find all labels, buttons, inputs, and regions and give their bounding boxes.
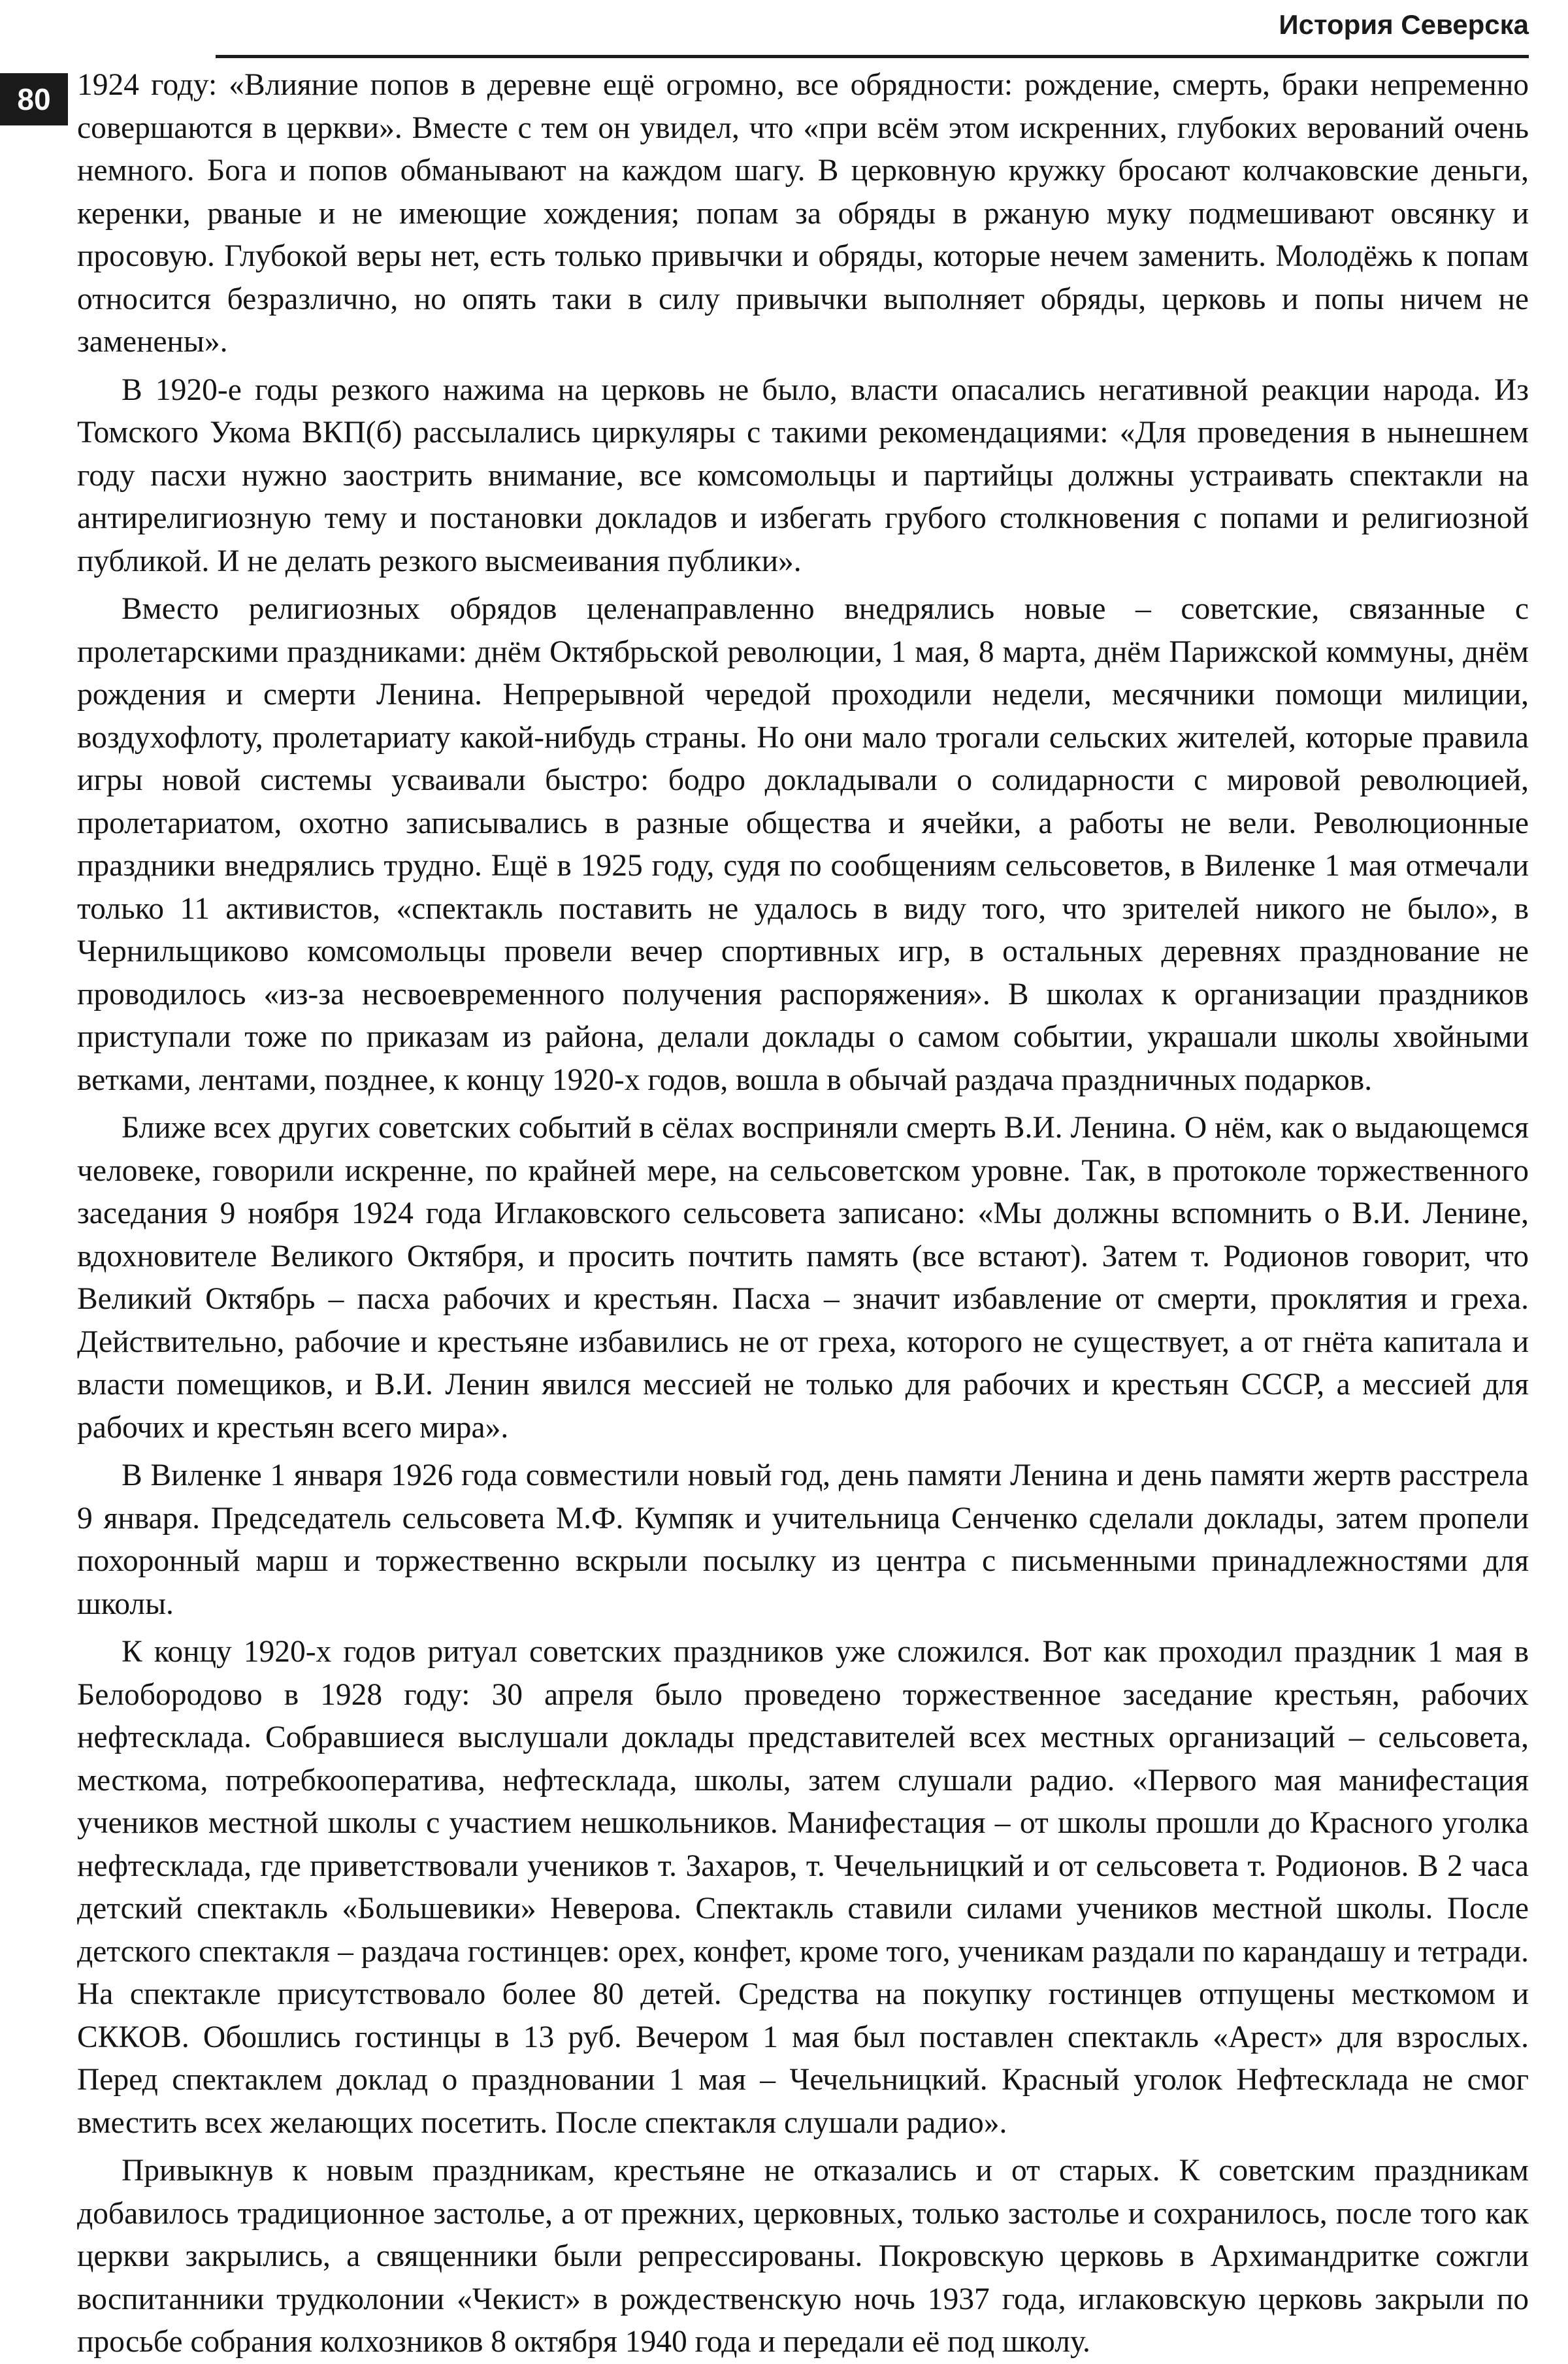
paragraph: В 1920-е годы резкого нажима на церковь не было, власти опасались негативной реакции народа. Из Томского Укома ВКП(б) рассылались циркуляры с такими рекомендациями: «Для проведения в нынешнем году пасхи нужно заострить внимание, все комсомольцы и партийцы должны устраивать спектакли на антирелигиозную тему и постановки докладов и избегать грубого столкновения с попами и религиозной публикой. И не делать резкого высмеивания публики». <box>77 372 1529 578</box>
header-rule <box>216 55 1529 58</box>
paragraph: 1924 году: «Влияние попов в деревне ещё огромно, все обрядности: рождение, смерть, браки непременно совершаются в церкви». Вместе с тем он увидел, что «при всём этом искренних, глубоких верований очень немного. Бога и попов обманывают на каждом шагу. В церковную кружку бросают колчаковские деньги, керенки, рваные и не имеющие хождения; попам за обряды в ржаную муку подмешивают овсянку и просовую. Глубокой веры нет, есть только привычки и обряды, которые нечем заменить. Молодёжь к попам относится безразлично, но опять таки в силу привычки выполняет обряды, церковь и попы ничем не заменены». <box>77 68 1529 359</box>
running-head: История Северска <box>1279 9 1529 40</box>
paragraph: Ближе всех других советских событий в сёлах восприняли смерть В.И. Ленина. О нём, как о выдающемся человеке, говорили искренне, по крайней мере, на сельсоветском уровне. Так, в протоколе торжественного заседания 9 ноября 1924 года Иглаковского сельсовета записано: «Мы должны вспомнить о В.И. Ленине, вдохновителе Великого Октября, и просить почтить память (все встают). Затем т. Родионов говорит, что Великий Октябрь – пасха рабочих и крестьян. Пасха – значит избавление от смерти, проклятия и греха. Действительно, рабочие и крестьяне избавились не от греха, которого не существует, а от гнёта капитала и власти помещиков, и В.И. Ленин явился мессией не только для рабочих и крестьян СССР, а мессией для рабочих и крестьян всего мира». <box>77 1111 1529 1445</box>
paragraph: К концу 1920-х годов ритуал советских праздников уже сложился. Вот как проходил праздник 1 мая в Белобородово в 1928 году: 30 апреля было проведено торжественное заседание крестьян, рабочих нефтесклада. Собравшиеся выслушали доклады представителей всех местных организаций – сельсовета, месткома, потребкооператива, нефтесклада, школы, затем слушали радио. «Первого мая манифестация учеников местной школы с участием нешкольников. Манифестация – от школы прошли до Красного уголка нефтесклада, где приветствовали учеников т. Захаров, т. Чечельницкий и от сельсовета т. Родионов. В 2 часа детский спектакль «Большевики» Неверова. Спектакль ставили силами учеников местной школы. После детского спектакля – раздача гостинцев: орех, конфет, кроме того, ученикам раздали по карандашу и тетради. На спектакле присутствовало более 80 детей. Средства на покупку гостинцев отпущены месткомом и СККОВ. Обошлись гостинцы в 13 руб. Вечером 1 мая был поставлен спектакль «Арест» для взрослых. Перед спектаклем доклад о праздновании 1 мая – Чечельницкий. Красный уголок Нефтесклада не смог вместить всех желающих посетить. После спектакля слушали радио». <box>77 1635 1529 2140</box>
page-number: 80 <box>0 73 68 125</box>
paragraph: Вместо религиозных обрядов целенаправленно внедрялись новые – советские, связанные с пролетарскими праздниками: днём Октябрьской революции, 1 мая, 8 марта, днём Парижской коммуны, днём рождения и смерти Ленина. Непрерывной чередой проходили недели, месячники помощи милиции, воздухофлоту, пролетариату какой-нибудь страны. Но они мало трогали сельских жителей, которые правила игры новой системы усваивали быстро: бодро докладывали о солидарности с мировой революцией, пролетариатом, охотно записывались в разные общества и ячейки, а работы не вели. Революционные праздники внедрялись трудно. Ещё в 1925 году, судя по сообщениям сельсоветов, в Виленке 1 мая отмечали только 11 активистов, «спектакль поставить не удалось в виду того, что зрителей никого не было», в Чернильщиково комсомольцы провели вечер спортивных игр, в остальных деревнях празднование не проводилось «из-за несвоевременного получения распоряжения». В школах к организации праздников приступали тоже по приказам из района, делали доклады о самом событии, украшали школы хвойными ветками, лентами, позднее, к концу 1920-х годов, вошла в обычай раздача праздничных подарков. <box>77 592 1529 1097</box>
paragraph: В Виленке 1 января 1926 года совместили новый год, день памяти Ленина и день памяти жертв расстрела 9 января. Председатель сельсовета М.Ф. Кумпяк и учительница Сенченко сделали доклады, затем пропели похоронный марш и торжественно вскрыли посылку из центра с письменными принадлежностями для школы. <box>77 1458 1529 1621</box>
paragraph: Привыкнув к новым праздникам, крестьяне не отказались и от старых. К советским праздникам добавилось традиционное застолье, а от прежних, церковных, только застолье и сохранилось, после того как церкви закрылись, а священники были репрессированы. Покровскую церковь в Архимандритке сожгли воспитанники трудколонии «Чекист» в рождественскую ночь 1937 года, иглаковскую церковь закрыли по просьбе собрания колхозников 8 октября 1940 года и передали её под школу. <box>77 2154 1529 2359</box>
body-text <box>77 64 1529 2364</box>
